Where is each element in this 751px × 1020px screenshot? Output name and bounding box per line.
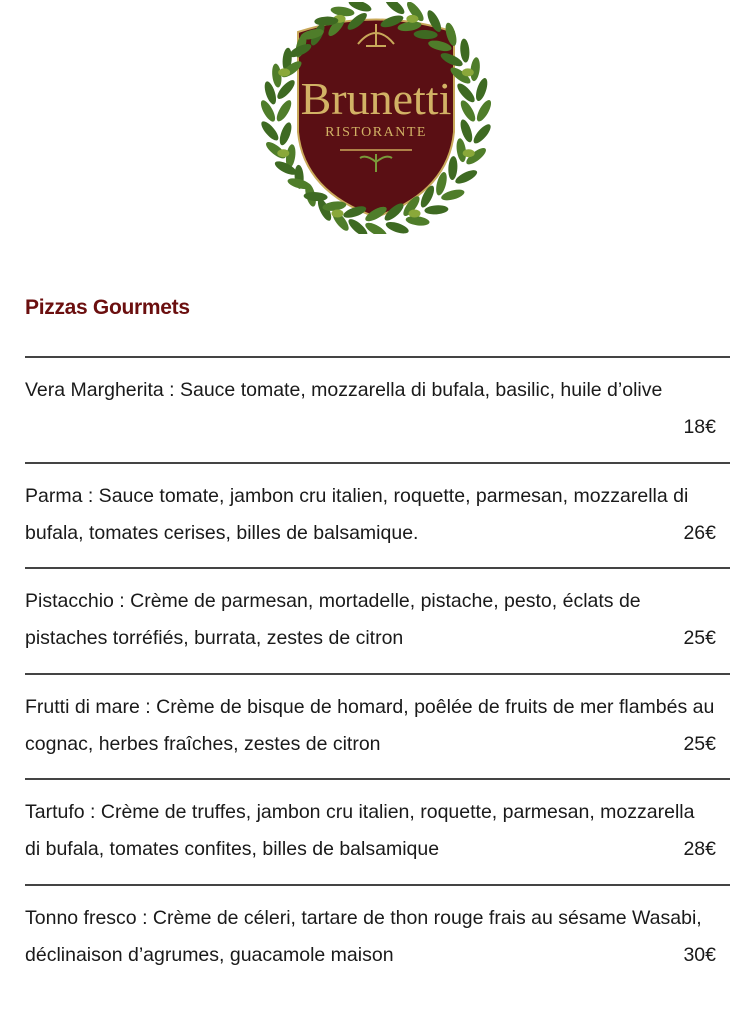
item-description: Tonno fresco : Crème de céleri, tartare de thon rouge frais au sésame Wasabi, déclinaison d’agrumes, guacamole maison bbox=[25, 906, 702, 966]
item-price: 25€ bbox=[683, 732, 716, 755]
item-description: Frutti di mare : Crème de bisque de homard, poêlée de fruits de mer flambés au cognac, herbes fraîches, zestes de citron bbox=[25, 695, 715, 755]
leaf-icon bbox=[453, 167, 478, 186]
olive-icon bbox=[331, 210, 343, 218]
menu-item bbox=[25, 567, 730, 673]
leaf-icon bbox=[474, 77, 490, 103]
leaf-icon bbox=[277, 121, 293, 147]
leaf-icon bbox=[383, 2, 407, 17]
menu-item bbox=[25, 462, 730, 568]
item-description: Tartufo : Crème de truffes, jambon cru italien, roquette, parmesan, mozzarella di bufala, tomates confites, billes de balsamique bbox=[25, 801, 695, 860]
leaf-icon bbox=[424, 205, 449, 216]
olive-icon bbox=[277, 149, 289, 157]
item-price: 26€ bbox=[683, 521, 716, 544]
item-price: 28€ bbox=[683, 838, 716, 860]
section-title: Pizzas Gourmets bbox=[25, 296, 190, 319]
logo-subtitle: RISTORANTE bbox=[325, 125, 427, 140]
logo-name: Brunetti bbox=[300, 73, 452, 124]
brunetti-logo bbox=[258, 2, 494, 234]
menu-item bbox=[25, 884, 730, 990]
leaf-icon bbox=[458, 98, 478, 123]
leaf-icon bbox=[448, 156, 458, 180]
leaf-icon bbox=[474, 98, 494, 123]
menu-item bbox=[25, 778, 730, 884]
item-description: Parma : Sauce tomate, jambon cru italien, roquette, parmesan, mozzarella di bufala, tomates cerises, billes de balsamique. bbox=[25, 484, 689, 544]
olive-icon bbox=[278, 68, 290, 76]
menu-item bbox=[25, 356, 730, 462]
olive-icon bbox=[463, 149, 475, 157]
olive-icon bbox=[409, 210, 421, 218]
item-price: 25€ bbox=[683, 627, 716, 649]
item-price: 30€ bbox=[683, 943, 716, 966]
item-description: Pistacchio : Crème de parmesan, mortadelle, pistache, pesto, éclats de pistaches torréfiés, burrata, zestes de citron bbox=[25, 590, 641, 649]
leaf-icon bbox=[384, 220, 410, 234]
leaf-icon bbox=[471, 122, 493, 146]
olive-icon bbox=[406, 15, 418, 23]
leaf-icon bbox=[259, 119, 281, 143]
item-price: 18€ bbox=[683, 416, 716, 438]
menu-item bbox=[25, 673, 730, 779]
olive-icon bbox=[462, 68, 474, 76]
leaf-icon bbox=[274, 98, 294, 123]
item-description: Vera Margherita : Sauce tomate, mozzarella di bufala, basilic, huile d’olive bbox=[25, 379, 663, 401]
leaf-icon bbox=[455, 81, 478, 105]
leaf-icon bbox=[459, 38, 470, 63]
leaf-icon bbox=[363, 220, 388, 234]
